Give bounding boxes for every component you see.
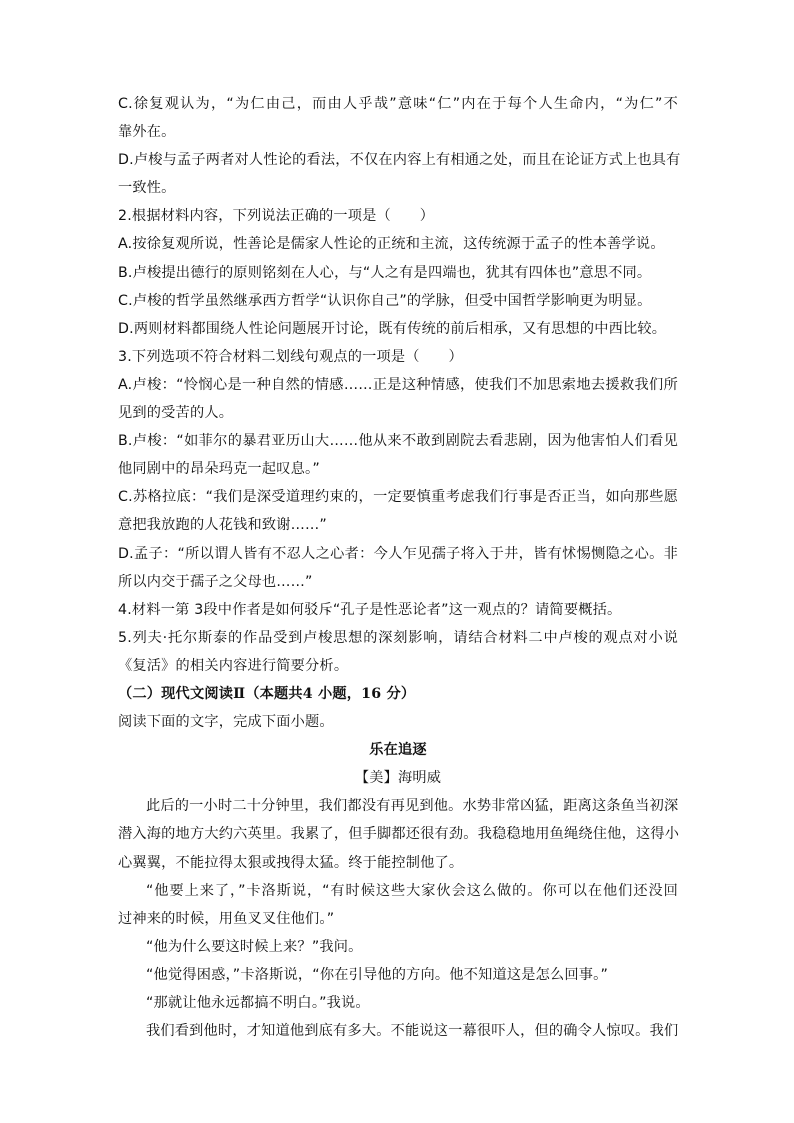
question-1-option-c-line-2: 靠外在。 bbox=[118, 124, 176, 141]
question-3-option-d-line-2: 所以内交于孺子之父母也……” bbox=[118, 573, 313, 590]
paragraph-1-line-2: 潜入海的地方大约六英里。我累了，但手脚都还很有劲。我稳稳地用鱼绳绕住他，这得小 bbox=[118, 826, 680, 843]
question-1-option-d-line-1: D.卢梭与孟子两者对人性论的看法，不仅在内容上有相通之处，而且在论证方式上也具有 bbox=[118, 152, 681, 169]
paragraph-3: “他为什么要这时候上来？”我问。 bbox=[146, 938, 363, 955]
question-3-option-d-line-1: D.孟子：“所以谓人皆有不忍人之心者：今人乍见孺子将入于井，皆有怵惕恻隐之心。非 bbox=[118, 545, 678, 562]
paragraph-2-line-1: “他要上来了，”卡洛斯说，“有时候这些大家伙会这么做的。你可以在他们还没回 bbox=[146, 882, 678, 899]
paragraph-5: “那就让他永远都搞不明白。”我说。 bbox=[146, 995, 370, 1011]
article-author: 【美】海明威 bbox=[354, 770, 442, 787]
paragraph-6-line-1: 我们看到他时，才知道他到底有多大。不能说这一幕很吓人，但的确令人惊叹。我们 bbox=[146, 1023, 679, 1040]
article-title: 乐在追逐 bbox=[369, 742, 427, 759]
question-3-stem: 3.下列选项不符合材料二划线句观点的一项是（ ） bbox=[118, 348, 463, 365]
question-3-option-c-line-2: 意把我放跑的人花钱和致谢……” bbox=[118, 517, 327, 534]
question-2-option-b: B.卢梭提出德行的原则铭刻在人心，与“人之有是四端也，犹其有四体也”意思不同。 bbox=[118, 264, 652, 281]
question-3-option-b-line-2: 他同剧中的昂朵玛克一起叹息。” bbox=[118, 461, 320, 478]
question-2-stem: 2.根据材料内容，下列说法正确的一项是（ ） bbox=[118, 208, 435, 225]
question-5-line-2: 《复活》的相关内容进行简要分析。 bbox=[118, 657, 349, 674]
question-3-option-a-line-2: 见到的受苦的人。 bbox=[118, 405, 234, 422]
paragraph-4: “他觉得困惑，”卡洛斯说，“你在引导他的方向。他不知道这是怎么回事。” bbox=[146, 966, 609, 983]
question-3-option-a-line-1: A.卢梭：“怜悯心是一种自然的情感……正是这种情感，使我们不加思索地去援救我们所 bbox=[118, 376, 678, 393]
question-1-option-c-line-1: C.徐复观认为，“为仁由己，而由人乎哉”意味“仁”内在于每个人生命内，“为仁”不 bbox=[118, 96, 678, 112]
question-3-option-b-line-1: B.卢梭：“如菲尔的暴君亚历山大……他从来不敢到剧院去看悲剧，因为他害怕人们看见 bbox=[118, 433, 678, 450]
question-3-option-c-line-1: C.苏格拉底：“我们是深受道理约束的，一定要慎重考虑我们行事是否正当，如向那些愿 bbox=[118, 489, 678, 506]
document-page bbox=[118, 90, 681, 1045]
question-5-line-1: 5.列夫·托尔斯泰的作品受到卢梭思想的深刻影响，请结合材料二中卢梭的观点对小说 bbox=[118, 629, 678, 646]
paragraph-1-line-1: 此后的一小时二十分钟里，我们都没有再见到他。水势非常凶猛，距离这条鱼当初深 bbox=[146, 798, 679, 815]
section-heading: （二）现代文阅读Ⅱ（本题共4 小题，16 分） bbox=[118, 685, 416, 702]
question-2-option-a: A.按徐复观所说，性善论是儒家人性论的正统和主流，这传统源于孟子的性本善学说。 bbox=[118, 236, 665, 253]
question-2-option-c: C.卢梭的哲学虽然继承西方哲学“认识你自己”的学脉，但受中国哲学影响更为明显。 bbox=[118, 292, 652, 309]
question-1-option-d-line-2: 一致性。 bbox=[118, 180, 176, 197]
question-2-option-d: D.两则材料都围绕人性论问题展开讨论，既有传统的前后相承，又有思想的中西比较。 bbox=[118, 320, 667, 337]
paragraph-2-line-2: 过神来的时候，用鱼叉叉住他们。” bbox=[118, 910, 335, 927]
reading-instruction: 阅读下面的文字，完成下面小题。 bbox=[118, 714, 334, 731]
question-4: 4.材料一第 3段中作者是如何驳斥“孔子是性恶论者”这一观点的？请简要概括。 bbox=[118, 601, 622, 618]
paragraph-1-line-3: 心翼翼，不能拉得太狠或拽得太猛。终于能控制他了。 bbox=[118, 854, 464, 871]
